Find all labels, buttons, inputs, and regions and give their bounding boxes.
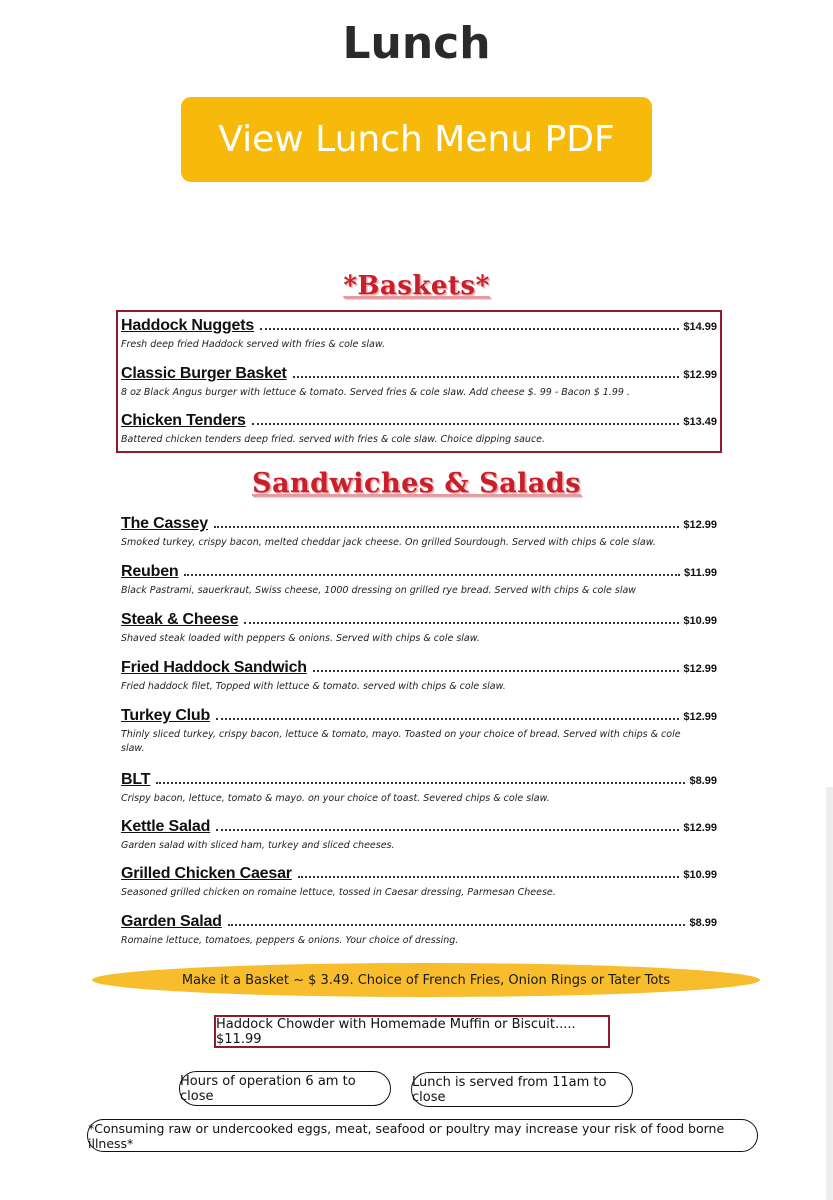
item-price: $12.99 — [683, 369, 717, 381]
dot-leader — [260, 328, 679, 330]
menu-item-reuben — [121, 563, 717, 598]
item-name: Fried Haddock Sandwich — [121, 659, 307, 676]
item-description: Crispy bacon, lettuce, tomato & mayo. on your choice of toast. Severed chips & cole slaw. — [121, 793, 550, 804]
item-description: Fried haddock filet, Topped with lettuce & tomato. served with chips & cole slaw. — [121, 681, 506, 692]
menu-item-kettle-salad — [121, 818, 717, 853]
menu-item-steak-cheese — [121, 611, 717, 646]
dot-leader — [156, 782, 685, 784]
menu-item-chicken-tenders — [121, 412, 717, 447]
item-price: $10.99 — [683, 869, 717, 881]
item-price: $10.99 — [683, 615, 717, 627]
item-price: $12.99 — [683, 822, 717, 834]
item-description: 8 oz Black Angus burger with lettuce & tomato. Served fries & cole slaw. Add cheese $. 99 - Bacon $ 1.99 . — [121, 387, 630, 398]
item-price: $13.49 — [683, 416, 717, 428]
menu-item-blt — [121, 771, 717, 806]
baskets-heading-text: *Baskets* — [343, 271, 490, 301]
dot-leader — [313, 670, 679, 672]
dot-leader — [244, 622, 679, 624]
item-name: Kettle Salad — [121, 818, 211, 835]
dot-leader — [214, 526, 679, 528]
item-description: Smoked turkey, crispy bacon, melted cheddar jack cheese. On grilled Sourdough. Served with chips & cole slaw. — [121, 537, 656, 548]
item-price: $8.99 — [689, 775, 717, 787]
item-price: $12.99 — [683, 663, 717, 675]
item-name: Classic Burger Basket — [121, 365, 287, 382]
dot-leader — [184, 574, 679, 576]
baskets-heading — [0, 271, 833, 301]
item-name: Haddock Nuggets — [121, 317, 255, 334]
item-price: $12.99 — [683, 711, 717, 723]
sandwiches-salads-heading — [0, 468, 833, 499]
item-description: Romaine lettuce, tomatoes, peppers & onions. Your choice of dressing. — [121, 935, 459, 946]
menu-item-the-cassey — [121, 515, 717, 550]
item-price: $8.99 — [689, 917, 717, 929]
item-price: $14.99 — [683, 321, 717, 333]
food-safety-warning: *Consuming raw or undercooked eggs, meat, seafood or poultry may increase your risk of food borne illness* — [87, 1119, 758, 1152]
menu-item-classic-burger-basket — [121, 365, 717, 400]
item-name: BLT — [121, 771, 151, 788]
view-lunch-menu-pdf-button[interactable]: View Lunch Menu PDF — [181, 97, 652, 182]
make-it-a-basket-banner: Make it a Basket ~ $ 3.49. Choice of French Fries, Onion Rings or Tater Tots — [92, 963, 760, 997]
dot-leader — [216, 829, 679, 831]
item-description: Black Pastrami, sauerkraut, Swiss cheese, 1000 dressing on grilled rye bread. Served with chips & cole slaw — [121, 585, 637, 596]
item-description: Thinly sliced turkey, crispy bacon, lettuce & tomato, mayo. Toasted on your choice of bread. Served with chips & cole slaw. — [121, 729, 681, 754]
item-description: Fresh deep fried Haddock served with fries & cole slaw. — [121, 339, 385, 350]
dot-leader — [216, 718, 679, 720]
item-price: $12.99 — [683, 519, 717, 531]
chowder-box: Haddock Chowder with Homemade Muffin or Biscuit..... $11.99 — [214, 1015, 610, 1048]
item-price: $11.99 — [683, 567, 717, 579]
hours-of-operation-badge: Hours of operation 6 am to close — [179, 1071, 391, 1106]
dot-leader — [298, 876, 680, 878]
lunch-hours-badge: Lunch is served from 11am to close — [411, 1072, 633, 1107]
item-name: Garden Salad — [121, 913, 222, 930]
menu-item-grilled-chicken-caesar — [121, 865, 717, 900]
item-description: Battered chicken tenders deep fried. served with fries & cole slaw. Choice dipping sauce. — [121, 434, 546, 445]
lunch-menu-image — [0, 255, 833, 1200]
item-name: Reuben — [121, 563, 179, 580]
item-name: Grilled Chicken Caesar — [121, 865, 292, 882]
dot-leader — [228, 924, 686, 926]
menu-item-turkey-club — [121, 707, 717, 756]
menu-item-garden-salad — [121, 913, 717, 948]
item-description: Seasoned grilled chicken on romaine lettuce, tossed in Caesar dressing, Parmesan Cheese. — [121, 887, 556, 898]
item-name: The Cassey — [121, 515, 208, 532]
scrollbar-track[interactable] — [826, 787, 833, 1200]
menu-item-fried-haddock-sandwich — [121, 659, 717, 694]
page-title: Lunch — [342, 18, 491, 69]
dot-leader — [293, 376, 680, 378]
item-description: Shaved steak loaded with peppers & onions. Served with chips & cole slaw. — [121, 633, 480, 644]
item-description: Garden salad with sliced ham, turkey and sliced cheeses. — [121, 840, 395, 851]
item-name: Chicken Tenders — [121, 412, 246, 429]
item-name: Steak & Cheese — [121, 611, 239, 628]
sandwiches-salads-heading-text: Sandwiches & Salads — [252, 468, 581, 499]
item-name: Turkey Club — [121, 707, 211, 724]
dot-leader — [252, 423, 680, 425]
menu-item-haddock-nuggets — [121, 317, 717, 352]
